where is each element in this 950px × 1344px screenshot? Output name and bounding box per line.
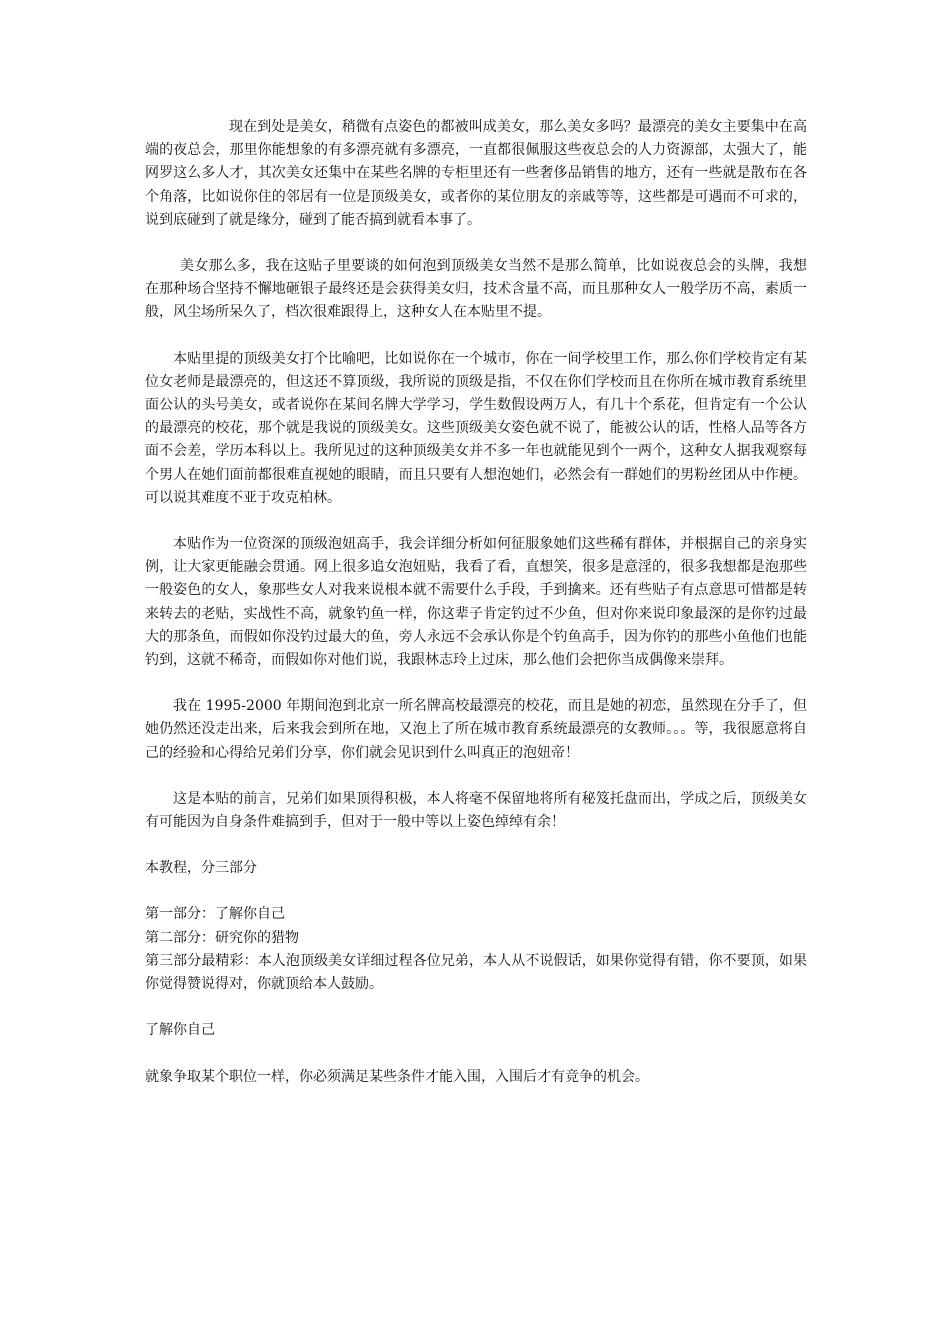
outline-item: 第二部分：研究你的猎物 <box>145 929 299 946</box>
paragraph-gap <box>145 765 807 788</box>
paragraph-intro: 现在到处是美女，稍微有点姿色的都被叫成美女，那么美女多吗？最漂亮的美女主要集中在高端的夜总会，那里你能想象的有多漂亮就有多漂亮，一直都很佩服这些夜总会的人力资源部，太强大了，能网罗这么多人才，其次美女还集中在某些名牌的专柜里还有一些奢侈品销售的地方，还有一些就是散布在各个角落，比如说你住的邻居有一位是顶级美女，或者你的某位朋友的亲戚等等，这些都是可遇而不可求的，说到底碰到了就是缘分，碰到了能否搞到就看本事了。 <box>145 119 807 228</box>
paragraph-purpose: 本贴作为一位资深的顶级泡妞高手，我会详细分析如何征服象她们这些稀有群体，并根据自己的亲身实例，让大家更能融会贯通。网上很多追女泡妞贴，我看了看，直想笑，很多是意淫的，很多我想都是泡那些一般姿色的女人，象那些女人对我来说根本就不需要什么手段，手到擒来。还有些贴子有点意思可惜都是转来转去的老贴，实战性不高，就象钓鱼一样，你这辈子肯定钓过不少鱼，但对你来说印象最深的是你钓过最大的那条鱼，而假如你没钓过最大的鱼，旁人永远不会承认你是个钓鱼高手，因为你钓的那些小鱼他们也能钓到，这就不稀奇，而假如你对他们说，我跟林志玲上过床，那么他们会把你当成偶像来崇拜。 <box>145 536 807 669</box>
section-text: 就象争取某个职位一样，你必须满足某些条件才能入围，入围后才有竞争的机会。 <box>145 1068 649 1085</box>
paragraph-gap <box>145 232 807 255</box>
outline-item: 第一部分：了解你自己 <box>145 906 285 923</box>
outline-item: 第三部分最精彩：本人泡顶级美女详细过程各位兄弟，本人从不说假话，如果你觉得有错，你不要顶，如果你觉得赞说得对，你就顶给本人鼓励。 <box>145 952 807 993</box>
paragraph-gap <box>145 880 807 903</box>
section-heading: 了解你自己 <box>145 1022 215 1039</box>
paragraph-gap <box>145 672 807 695</box>
paragraph-gap <box>145 510 807 533</box>
outline-intro: 本教程，分三部分 <box>145 860 257 877</box>
outline-list <box>145 903 807 996</box>
document-body <box>145 116 807 1089</box>
paragraph-gap <box>145 996 807 1019</box>
paragraph-gap <box>145 1043 807 1066</box>
paragraph-preface: 这是本贴的前言，兄弟们如果顶得积极，本人将毫不保留地将所有秘笈托盘而出，学成之后，顶级美女有可能因为自身条件难搞到手，但对于一般中等以上姿色绰绰有余！ <box>145 790 807 831</box>
paragraph-gap <box>145 834 807 857</box>
paragraph-definition: 本贴里提的顶级美女打个比喻吧，比如说你在一个城市，你在一间学校里工作，那么你们学校肯定有某位女老师是最漂亮的，但这还不算顶级，我所说的顶级是指，不仅在你们学校而且在你所在城市教育系统里面公认的头号美女，或者说你在某间名牌大学学习，学生数假设两万人，有几十个系花，但肯定有一个公认的最漂亮的校花，那个就是我说的顶级美女。这些顶级美女姿色就不说了，能被公认的话，性格人品等各方面不会差，学历本科以上。我所见过的这种顶级美女并不多一年也就能见到个一两个，这种女人据我观察每个男人在她们面前都很难直视她的眼睛，而且只要有人想泡她们，必然会有一群她们的男粉丝团从中作梗。可以说其难度不亚于攻克柏林。 <box>145 350 807 506</box>
paragraph-experience: 我在 1995-2000 年期间泡到北京一所名牌高校最漂亮的校花，而且是她的初恋，虽然现在分手了，但她仍然还没走出来，后来我会到所在地，又泡上了所在城市教育系统最漂亮的女教师。。。等，我很愿意将自己的经验和心得给兄弟们分享，你们就会见识到什么叫真正的泡妞帝！ <box>145 698 807 761</box>
paragraph-scope: 美女那么多，我在这贴子里要谈的如何泡到顶级美女当然不是那么简单，比如说夜总会的头牌，我想在那种场合坚持不懈地砸银子最终还是会获得美女归，技术含量不高，而且那种女人一般学历不高，素质一般，风尘场所呆久了，档次很难跟得上，这种女人在本贴里不提。 <box>145 258 807 321</box>
paragraph-gap <box>145 325 807 348</box>
